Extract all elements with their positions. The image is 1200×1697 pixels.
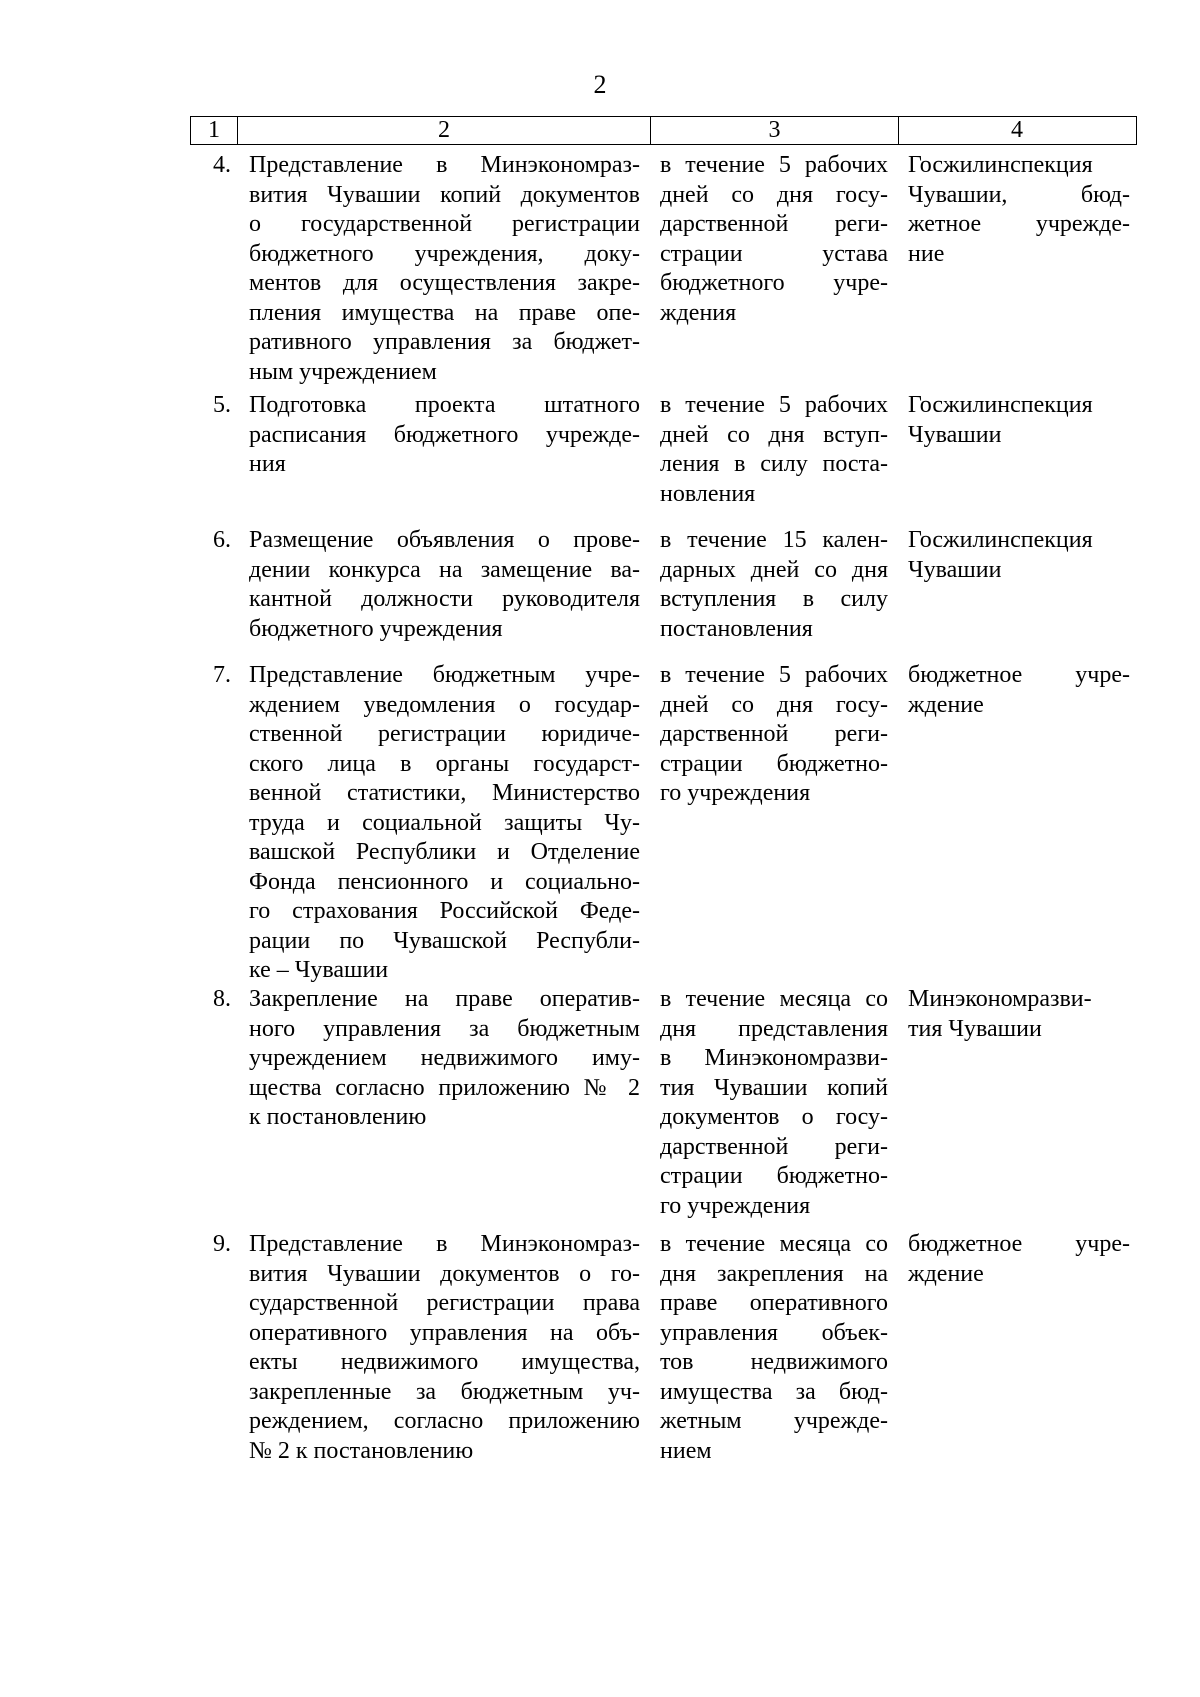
text-line: дней со дня госу- <box>660 181 888 208</box>
text-line: Размещение объявления о прове- <box>249 527 640 553</box>
text-line: Закрепление на праве оператив- <box>249 986 640 1012</box>
text-line: ственной регистрации юридиче- <box>249 721 640 747</box>
text-line: ления в силу поста- <box>660 451 888 477</box>
text-line: Чувашии <box>908 421 1002 448</box>
table-row <box>190 151 1134 387</box>
text-line: труда и социальной защиты Чу- <box>249 809 640 836</box>
text-line: ного управления за бюджетным <box>249 1015 640 1042</box>
text-line: учреждением недвижимого иму- <box>249 1045 640 1071</box>
text-line: щества согласно приложению № 2 <box>249 1074 640 1101</box>
row-responsible <box>898 1230 1134 1466</box>
row-description <box>237 985 650 1221</box>
text-line: ние <box>908 240 945 267</box>
text-line: дарственной реги- <box>660 721 888 747</box>
row-number: 4. <box>213 152 231 178</box>
text-line: жетным учрежде- <box>660 1408 888 1434</box>
text-line: го учреждения <box>660 1192 811 1219</box>
text-line: сударственной регистрации права <box>249 1290 640 1316</box>
text-line: вития Чувашии копий документов <box>249 181 640 208</box>
text-line: Представление в Минэкономраз- <box>249 152 640 178</box>
table-row <box>190 391 1134 509</box>
text-line: бюджетного учре- <box>660 270 888 296</box>
table-header-row <box>190 116 1137 145</box>
text-line: Представление бюджетным учре- <box>249 662 640 688</box>
text-line: го страхования Российской Феде- <box>249 898 640 924</box>
text-line: оперативного управления на объ- <box>249 1319 640 1346</box>
text-line: ментов для осуществления закре- <box>249 270 640 296</box>
text-line: ждения <box>660 299 737 326</box>
text-line: Фонда пенсионного и социально- <box>249 868 640 895</box>
text-line: о государственной регистрации <box>249 211 640 237</box>
text-line: вития Чувашии документов о го- <box>249 1260 640 1287</box>
header-col-3: 3 <box>651 117 899 144</box>
text-line: дарных дней со дня <box>660 556 888 583</box>
text-line: ке – Чувашии <box>249 957 389 983</box>
text-line: дней со дня вступ- <box>660 421 888 448</box>
row-description <box>237 391 650 509</box>
text-line: страции бюджетно- <box>660 1163 888 1189</box>
row-responsible <box>898 661 1134 986</box>
text-line: Представление в Минэкономраз- <box>249 1231 640 1257</box>
row-number: 5. <box>213 392 231 418</box>
text-line: Минэкономразви- <box>908 986 1092 1012</box>
text-line: дарственной реги- <box>660 211 888 237</box>
text-line: ным учреждением <box>249 358 437 385</box>
row-responsible <box>898 151 1134 387</box>
text-line: кантной должности руководителя <box>249 586 640 612</box>
text-line: ния <box>249 451 286 477</box>
row-number: 7. <box>213 662 231 688</box>
text-line: дарственной реги- <box>660 1133 888 1160</box>
text-line: управления объек- <box>660 1319 888 1346</box>
text-line: вашской Республики и Отделение <box>249 839 640 865</box>
text-line: Чувашии, бюд- <box>908 181 1130 208</box>
row-number: 9. <box>213 1231 231 1257</box>
row-responsible <box>898 391 1134 509</box>
text-line: расписания бюджетного учрежде- <box>249 421 640 448</box>
text-line: ждением уведомления о государ- <box>249 691 640 718</box>
header-col-2: 2 <box>238 117 651 144</box>
text-line: бюджетного учреждения <box>249 615 503 642</box>
page-number: 2 <box>593 70 607 99</box>
text-line: в течение месяца со <box>660 986 888 1012</box>
text-line: в Минэкономразви- <box>660 1045 888 1071</box>
text-line: пления имущества на праве опе- <box>249 299 640 326</box>
text-line: Госжилинспекция <box>908 152 1093 178</box>
text-line: ждение <box>908 1260 984 1287</box>
document-table <box>190 116 1137 1464</box>
text-line: Госжилинспекция <box>908 527 1093 553</box>
row-description <box>237 526 650 644</box>
text-line: в течение месяца со <box>660 1231 888 1257</box>
text-line: ждение <box>908 691 984 718</box>
row-term <box>650 151 898 387</box>
text-line: Подготовка проекта штатного <box>249 392 640 418</box>
row-term <box>650 1230 898 1466</box>
text-line: бюджетное учре- <box>908 662 1130 688</box>
table-row <box>190 1230 1134 1466</box>
text-line: вступления в силу <box>660 586 888 612</box>
row-description <box>237 151 650 387</box>
text-line: дении конкурса на замещение ва- <box>249 556 640 583</box>
row-number: 6. <box>213 527 231 553</box>
text-line: № 2 к постановлению <box>249 1437 474 1464</box>
text-line: имущества за бюд- <box>660 1378 888 1405</box>
text-line: тов недвижимого <box>660 1349 888 1375</box>
text-line: страции бюджетно- <box>660 750 888 777</box>
text-line: документов о госу- <box>660 1104 888 1130</box>
text-line: екты недвижимого имущества, <box>249 1349 640 1375</box>
text-line: венной статистики, Министерство <box>249 780 640 806</box>
table-row <box>190 985 1134 1221</box>
text-line: дня закрепления на <box>660 1260 888 1287</box>
text-line: ративного управления за бюджет- <box>249 329 640 355</box>
row-description <box>237 661 650 986</box>
row-number: 8. <box>213 986 231 1012</box>
text-line: праве оперативного <box>660 1290 888 1316</box>
text-line: в течение 5 рабочих <box>660 662 888 688</box>
text-line: в течение 5 рабочих <box>660 152 888 178</box>
text-line: бюджетное учре- <box>908 1231 1130 1257</box>
text-line: ского лица в органы государст- <box>249 750 640 777</box>
row-responsible <box>898 526 1134 644</box>
text-line: Госжилинспекция <box>908 392 1093 418</box>
row-responsible <box>898 985 1134 1221</box>
text-line: тия Чувашии <box>908 1015 1042 1042</box>
row-term <box>650 661 898 986</box>
text-line: Чувашии <box>908 556 1002 583</box>
table-row <box>190 526 1134 644</box>
text-line: реждением, согласно приложению <box>249 1408 640 1434</box>
text-line: рации по Чувашской Республи- <box>249 927 640 954</box>
text-line: дней со дня госу- <box>660 691 888 718</box>
text-line: к постановлению <box>249 1104 427 1130</box>
row-term <box>650 985 898 1221</box>
text-line: постановления <box>660 615 813 642</box>
row-term <box>650 391 898 509</box>
text-line: жетное учрежде- <box>908 211 1130 237</box>
header-col-1: 1 <box>191 117 238 144</box>
text-line: страции устава <box>660 240 888 267</box>
text-line: новления <box>660 480 756 507</box>
text-line: нием <box>660 1437 712 1464</box>
text-line: бюджетного учреждения, доку- <box>249 240 640 267</box>
text-line: закрепленные за бюджетным уч- <box>249 1378 640 1405</box>
text-line: в течение 15 кален- <box>660 527 888 553</box>
text-line: дня представления <box>660 1015 888 1042</box>
row-description <box>237 1230 650 1466</box>
text-line: в течение 5 рабочих <box>660 392 888 418</box>
header-col-4: 4 <box>1011 117 1023 143</box>
text-line: тия Чувашии копий <box>660 1074 888 1101</box>
text-line: го учреждения <box>660 780 811 806</box>
table-row <box>190 661 1134 986</box>
row-term <box>650 526 898 644</box>
